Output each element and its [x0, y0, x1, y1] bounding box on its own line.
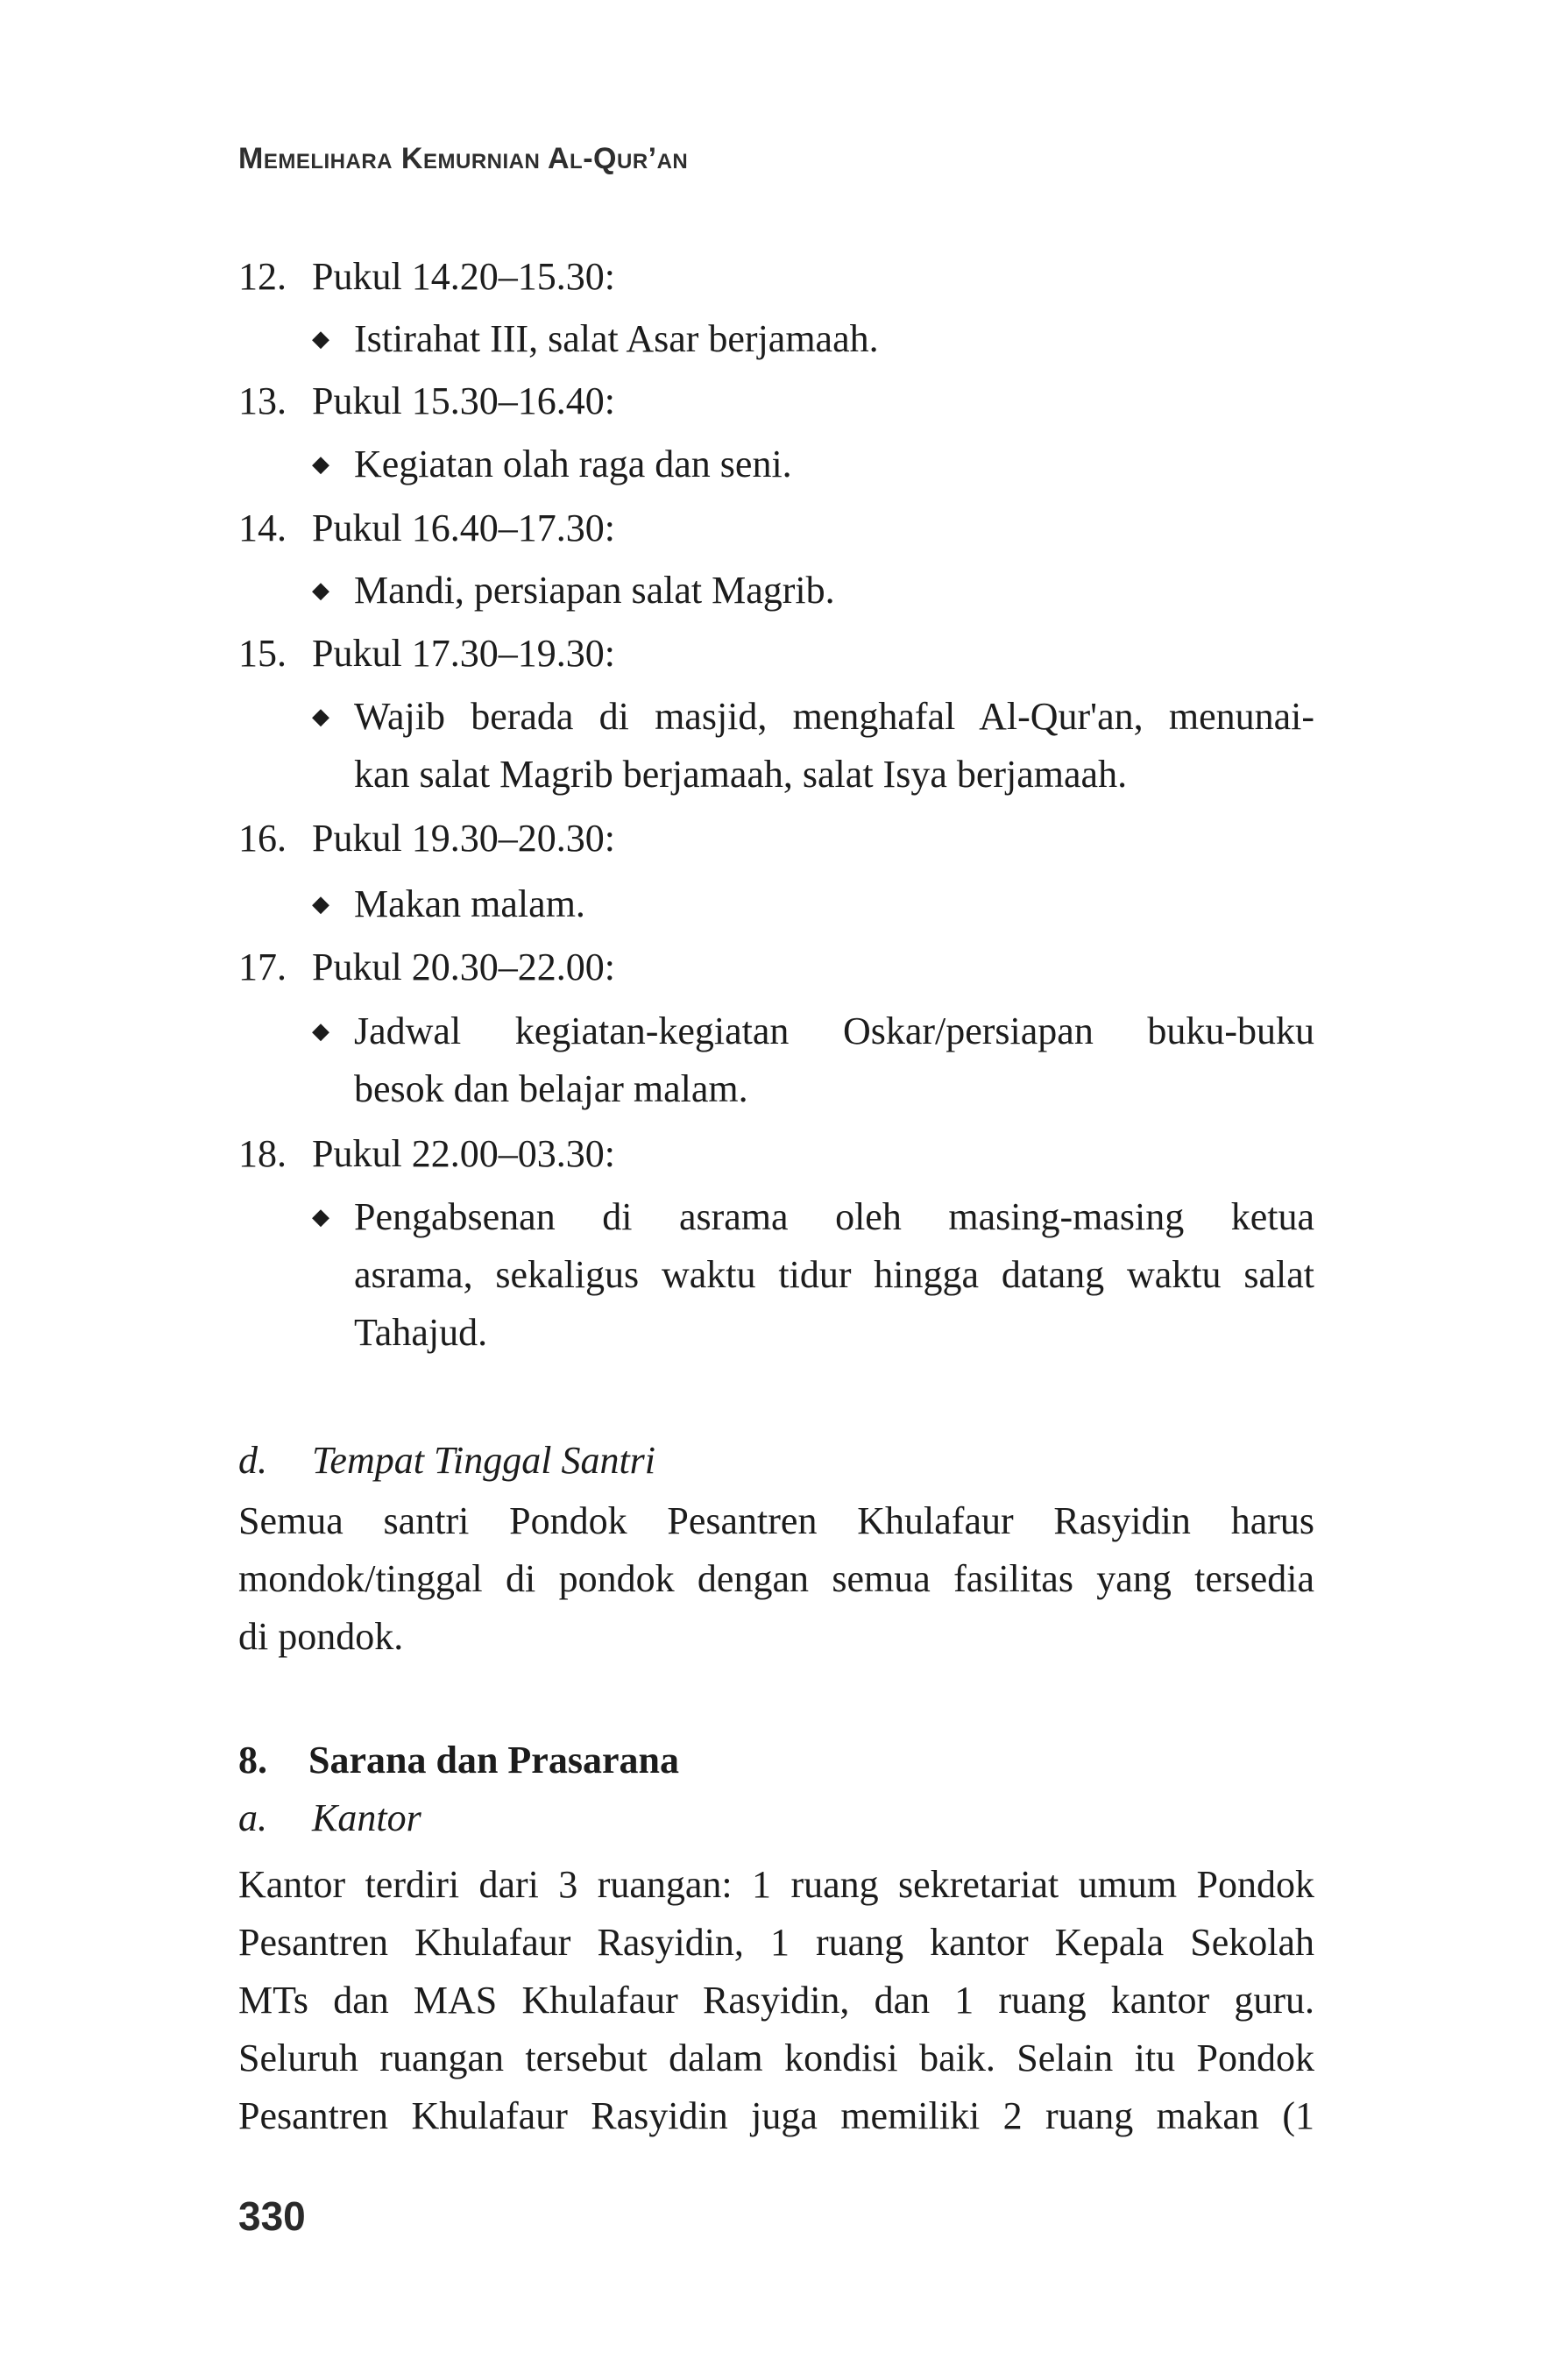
text-line: MTs dan MAS Khulafaur Rasyidin, dan 1 ruang kantor guru.	[238, 1979, 1314, 2022]
item-time: Pukul 17.30–19.30:	[312, 632, 615, 675]
bullet-diamond-icon: ◆	[312, 1204, 329, 1229]
page-number: 330	[238, 2193, 306, 2239]
schedule-item-12	[238, 248, 615, 306]
bullet-diamond-icon: ◆	[312, 891, 329, 917]
bullet-diamond-icon: ◆	[312, 326, 329, 351]
item-time: Pukul 22.00–03.30:	[312, 1132, 615, 1175]
schedule-item-15	[238, 625, 615, 683]
running-head: Memelihara Kemurnian Al-Qur’an	[238, 142, 689, 175]
text-line: Pesantren Khulafaur Rasyidin, 1 ruang kantor Kepala Sekolah	[238, 1921, 1314, 1964]
item-number: 13.	[238, 379, 287, 422]
subsection-title: Tempat Tinggal Santri	[312, 1439, 656, 1482]
schedule-item-13	[238, 372, 615, 430]
text-line: besok dan belajar malam.	[354, 1067, 748, 1110]
text-line: Seluruh ruangan tersebut dalam kondisi baik. Selain itu Pondok	[238, 2036, 1314, 2079]
item-number: 14.	[238, 506, 287, 549]
activity-text: Mandi, persiapan salat Magrib.	[354, 569, 835, 612]
schedule-item-14	[238, 499, 615, 557]
section-number: 8.	[238, 1739, 267, 1781]
item-time: Pukul 14.20–15.30:	[312, 255, 615, 298]
activity-text: Kegiatan olah raga dan seni.	[354, 443, 792, 485]
text-line: Kantor terdiri dari 3 ruangan: 1 ruang sekretariat umum Pondok	[238, 1863, 1314, 1906]
text-line: Pesantren Khulafaur Rasyidin juga memiliki 2 ruang makan (1	[238, 2094, 1314, 2137]
text-line: asrama, sekaligus waktu tidur hingga datang waktu salat	[354, 1253, 1314, 1296]
schedule-item-16	[238, 810, 615, 868]
subsection-heading-a	[238, 1789, 421, 1847]
item-number: 18.	[238, 1132, 287, 1175]
subsection-title: Kantor	[312, 1796, 421, 1839]
text-line: Semua santri Pondok Pesantren Khulafaur Rasyidin harus	[238, 1499, 1314, 1542]
schedule-item-18	[238, 1125, 615, 1183]
text-line: Tahajud.	[354, 1311, 488, 1354]
schedule-item-17	[238, 939, 615, 996]
text-line: di pondok.	[238, 1615, 404, 1658]
item-number: 17.	[238, 946, 287, 988]
paragraph-kantor	[238, 1856, 1314, 2145]
bullet-diamond-icon: ◆	[312, 704, 329, 729]
activity-text	[354, 1188, 1314, 1362]
text-line: Pengabsenan di asrama oleh masing-masing ketua	[354, 1195, 1314, 1238]
bullet-diamond-icon: ◆	[312, 1018, 329, 1044]
bullet-diamond-icon: ◆	[312, 451, 329, 477]
item-time: Pukul 15.30–16.40:	[312, 379, 615, 422]
bullet-diamond-icon: ◆	[312, 577, 329, 603]
activity-text: Makan malam.	[354, 882, 585, 925]
subsection-letter: d.	[238, 1439, 267, 1482]
item-number: 12.	[238, 255, 287, 298]
item-number: 16.	[238, 817, 287, 860]
schedule-activity-17	[312, 1002, 1314, 1118]
section-title: Sarana dan Prasarana	[308, 1739, 679, 1781]
section-heading-8	[238, 1732, 679, 1789]
item-number: 15.	[238, 632, 287, 675]
item-time: Pukul 20.30–22.00:	[312, 946, 615, 988]
item-time: Pukul 19.30–20.30:	[312, 817, 615, 860]
activity-text	[354, 688, 1314, 804]
schedule-activity-12	[312, 310, 1314, 368]
schedule-activity-16	[312, 875, 1314, 933]
activity-text: Istirahat III, salat Asar berjamaah.	[354, 317, 879, 360]
text-line: mondok/tinggal di pondok dengan semua fasilitas yang tersedia	[238, 1557, 1314, 1600]
item-time: Pukul 16.40–17.30:	[312, 506, 615, 549]
text-line: Wajib berada di masjid, menghafal Al-Qur'an, menunai-	[354, 695, 1314, 738]
text-line: kan salat Magrib berjamaah, salat Isya berjamaah.	[354, 753, 1128, 796]
text-line: Jadwal kegiatan-kegiatan Oskar/persiapan buku-buku	[354, 1009, 1314, 1052]
schedule-activity-13	[312, 436, 1314, 493]
schedule-activity-18	[312, 1188, 1314, 1362]
schedule-activity-15	[312, 688, 1314, 804]
subsection-letter: a.	[238, 1796, 267, 1839]
paragraph-tempat-tinggal	[238, 1492, 1314, 1666]
activity-text	[354, 1002, 1314, 1118]
subsection-heading-d	[238, 1432, 655, 1490]
schedule-activity-14	[312, 562, 1314, 620]
